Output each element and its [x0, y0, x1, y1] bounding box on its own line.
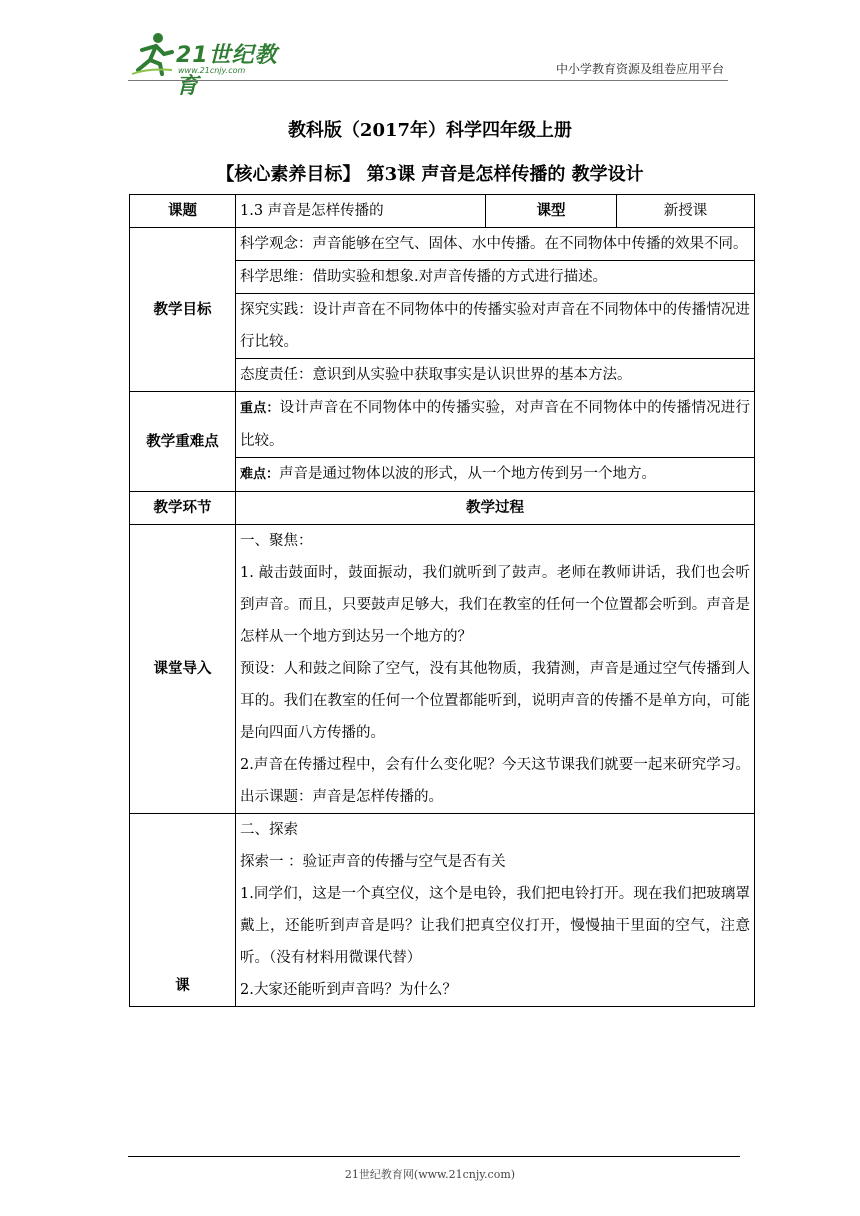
document-title: 教科版（2017年）科学四年级上册 [287, 120, 573, 141]
stage-header: 教学环节 [130, 492, 236, 525]
type-label: 课型 [486, 195, 617, 228]
explore-content [236, 814, 755, 1007]
platform-name: 中小学教育资源及组卷应用平台 [555, 62, 724, 76]
key-points-label: 教学重难点 [130, 392, 236, 492]
key-point-cell [236, 392, 755, 458]
goal-item: 探究实践：设计声音在不同物体中的传播实验对声音在不同物体中的传播情况进行比较。 [236, 294, 755, 359]
goal-item: 科学观念：声音能够在空气、固体、水中传播。在不同物体中传播的效果不同。 [236, 228, 755, 261]
goals-label: 教学目标 [130, 228, 236, 392]
explore-line: 2.大家还能听到声音吗？为什么？ [240, 982, 457, 998]
table-row [130, 228, 755, 261]
key-point-label: 重点： [240, 401, 280, 416]
intro-line: 一、聚焦： [240, 533, 313, 549]
intro-label: 课堂导入 [130, 525, 236, 814]
key-point-text: 设计声音在不同物体中的传播实验，对声音在不同物体中的传播情况进行比较。 [240, 400, 750, 449]
intro-line: 2.声音在传播过程中，会有什么变化呢？今天这节课我们就要一起来研究学习。出示课题：声音是怎样传播的。 [240, 757, 750, 805]
page-header [128, 30, 728, 99]
explore-line: 探索一 ：验证声音的传播与空气是否有关 [240, 854, 506, 870]
difficult-point-text: 声音是通过物体以波的形式，从一个地方传到另一个地方。 [279, 466, 657, 482]
intro-content [236, 525, 755, 814]
topic-label: 课题 [130, 195, 236, 228]
table-row [130, 492, 755, 525]
topic-value: 1.3 声音是怎样传播的 [236, 195, 486, 228]
table-row [130, 525, 755, 814]
intro-line: 预设：人和鼓之间除了空气，没有其他物质，我猜测，声音是通过空气传播到人耳的。我们在教室的任何一个位置都能听到，说明声音的传播不是单方向，可能是向四面八方传播的。 [240, 661, 750, 741]
footer-divider [128, 1156, 740, 1157]
intro-line: 1. 敲击鼓面时，鼓面振动，我们就听到了鼓声。老师在教师讲话，我们也会听到声音。而且，只要鼓声足够大，我们在教室的任何一个位置都会听到。声音是怎样从一个地方到达另一个地方的？ [240, 565, 750, 645]
difficult-point-label: 难点： [240, 467, 280, 482]
header-divider [128, 80, 728, 81]
type-value: 新授课 [617, 195, 755, 228]
logo-text: 21世纪教育 [176, 43, 278, 99]
goal-item: 科学思维：借助实验和想象.对声音传播的方式进行描述。 [236, 261, 755, 294]
lesson-plan-table [129, 194, 755, 1007]
site-logo[interactable] [128, 30, 298, 99]
difficult-point-cell [236, 458, 755, 492]
footer-text[interactable]: 21世纪教育网(www.21cnjy.com) [344, 1168, 516, 1181]
explore-line: 二、探索 [240, 822, 298, 838]
explore-line: 1.同学们，这是一个真空仪，这个是电铃，我们把电铃打开。现在我们把玻璃罩戴上，还能听到声音是吗？让我们把真空仪打开，慢慢抽干里面的空气，注意听。（没有材料用微课代替） [240, 886, 750, 966]
table-row [130, 392, 755, 458]
runner-icon [128, 30, 176, 76]
table-row [130, 814, 755, 1007]
logo-url: www.21cnjy.com [178, 66, 246, 75]
goal-item: 态度责任：意识到从实验中获取事实是认识世界的基本方法。 [236, 359, 755, 392]
table-row [130, 195, 755, 228]
process-header: 教学过程 [236, 492, 755, 525]
document-subtitle: 【核心素养目标】 第3课 声音是怎样传播的 教学设计 [216, 164, 644, 185]
lesson-label: 课 [130, 814, 236, 1007]
